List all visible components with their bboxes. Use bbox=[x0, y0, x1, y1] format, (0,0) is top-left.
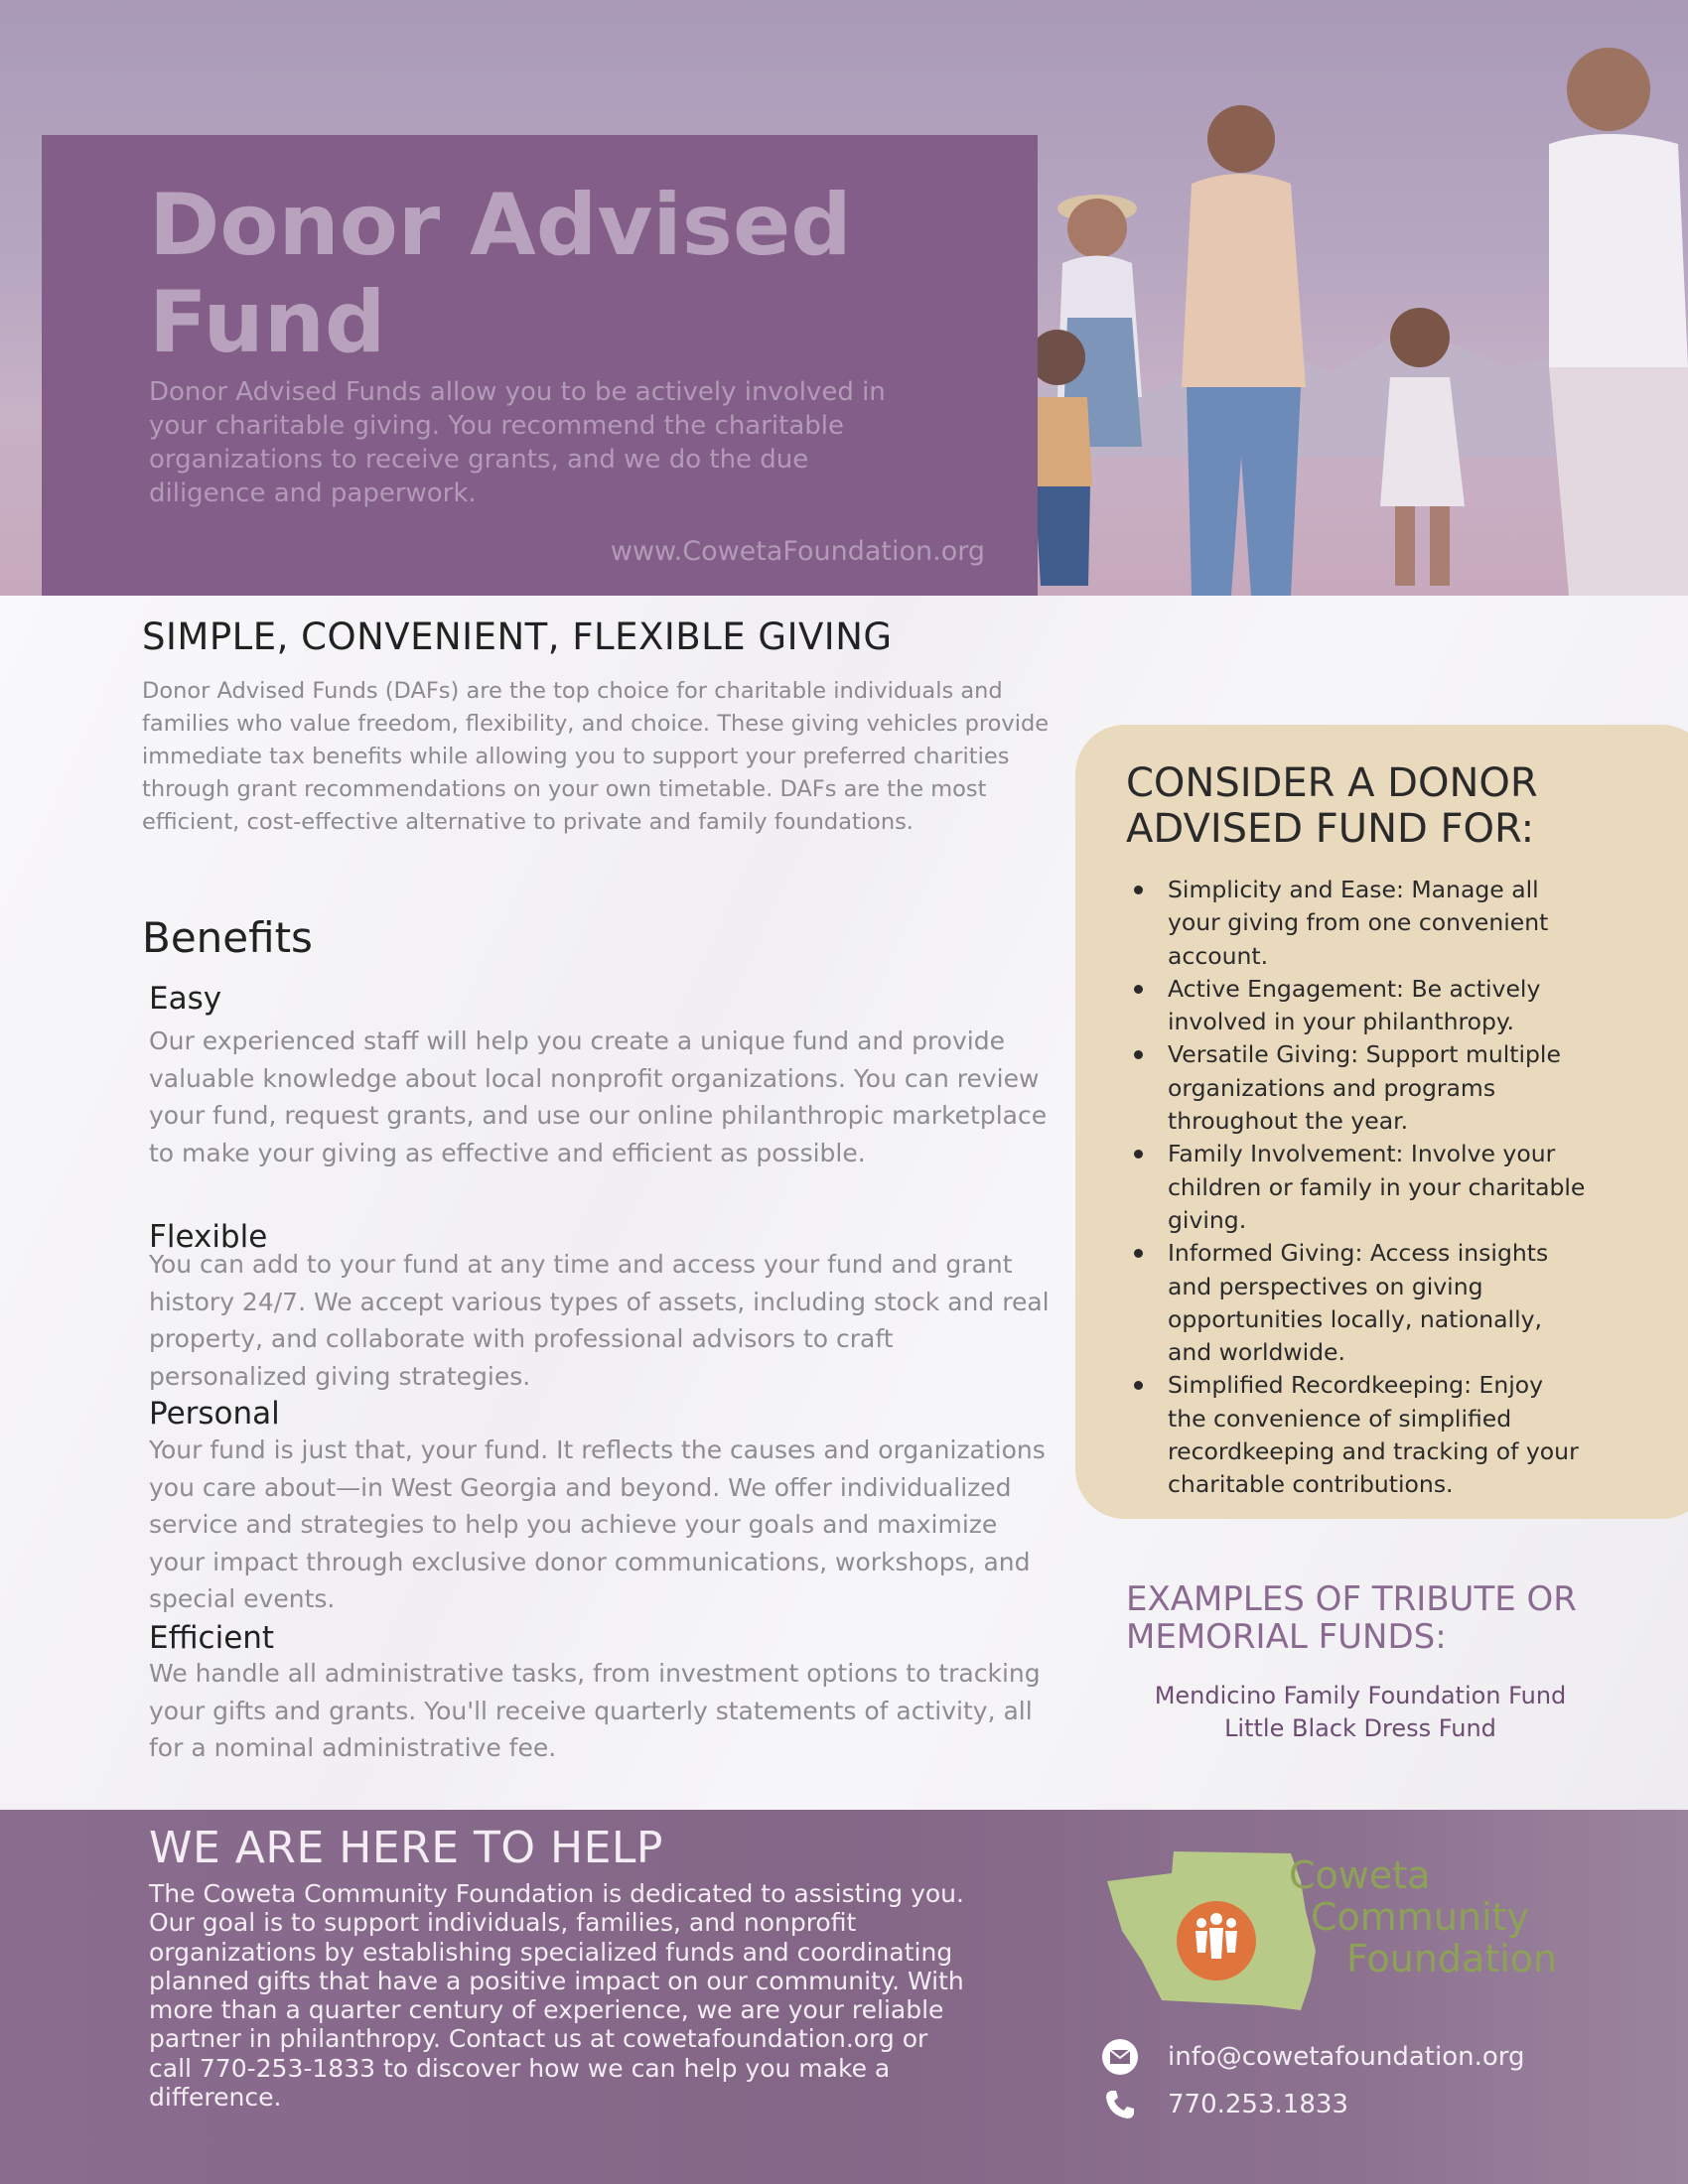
benefit-title-efficient: Efficient bbox=[149, 1620, 275, 1656]
benefit-text-efficient: We handle all administrative tasks, from investment options to tracking your gifts and grants. You'll receive quarterly statements of activity, all for a nominal administrative fee. bbox=[149, 1659, 1041, 1762]
help-heading: WE ARE HERE TO HELP bbox=[149, 1823, 663, 1873]
consider-heading: CONSIDER A DONOR ADVISED FUND FOR: bbox=[1126, 760, 1538, 852]
list-item: Informed Giving: Access insights and perspectives on giving opportunities locally, nationally, and worldwide. bbox=[1132, 1237, 1589, 1369]
list-item: Family Involvement: Involve your children or family in your charitable giving. bbox=[1132, 1138, 1589, 1237]
list-item: Active Engagement: Be actively involved in your philanthropy. bbox=[1132, 973, 1589, 1039]
email-link[interactable]: info@cowetafoundation.org bbox=[1168, 2042, 1525, 2072]
example-fund: Mendicino Family Foundation Fund bbox=[1154, 1682, 1567, 1709]
bullet-icon bbox=[1134, 1050, 1143, 1059]
page-title: Donor Advised Fund bbox=[149, 176, 852, 372]
benefit-text-flexible: You can add to your fund at any time and access your fund and grant history 24/7. We accept various types of assets, including stock and real property, and collaborate with professional advisors to craft personalized giving strategies. bbox=[149, 1250, 1050, 1391]
examples-heading: EXAMPLES OF TRIBUTE OR MEMORIAL FUNDS: bbox=[1126, 1579, 1577, 1657]
example-fund: Little Black Dress Fund bbox=[1224, 1714, 1496, 1742]
list-item: Versatile Giving: Support multiple organizations and programs throughout the year. bbox=[1132, 1038, 1589, 1138]
bullet-icon bbox=[1134, 985, 1143, 994]
benefits-heading: Benefits bbox=[142, 913, 313, 962]
simple-heading: SIMPLE, CONVENIENT, FLEXIBLE GIVING bbox=[142, 615, 893, 658]
benefit-text-easy: Our experienced staff will help you create a unique fund and provide valuable knowledge about local nonprofit organizations. You can review your fund, request grants, and use our online philanthropic marketplace to make your giving as effective and efficient as possible. bbox=[149, 1026, 1048, 1167]
phone-row[interactable] bbox=[1100, 2085, 1348, 2124]
benefit-title-flexible: Flexible bbox=[149, 1219, 268, 1255]
intro-text: Donor Advised Funds allow you to be actively involved in your charitable giving. You recommend the charitable organizations to receive grants, and we do the due diligence and paperwork. bbox=[149, 377, 886, 508]
website-link[interactable]: www.CowetaFoundation.org bbox=[610, 536, 985, 567]
benefit-title-personal: Personal bbox=[149, 1396, 280, 1432]
examples-list bbox=[1082, 1680, 1638, 1745]
consider-list bbox=[1132, 874, 1589, 1502]
family-photo bbox=[993, 30, 1688, 596]
benefit-text-personal: Your fund is just that, your fund. It reflects the causes and organizations you care about—in West Georgia and beyond. We offer individualized service and strategies to help you achieve your goals and maximize your impact through exclusive donor communications, workshops, and special events. bbox=[149, 1435, 1046, 1613]
envelope-icon bbox=[1100, 2037, 1140, 2077]
phone-icon bbox=[1100, 2085, 1140, 2124]
simple-text: Donor Advised Funds (DAFs) are the top choice for charitable individuals and families who value freedom, flexibility, and choice. These giving vehicles provide immediate tax benefits while allowing you to support your preferred charities through grant recommendations on your own timetable. DAFs are the most efficient, cost-effective alternative to private and family foundations. bbox=[142, 678, 1050, 835]
bullet-icon bbox=[1134, 886, 1143, 894]
bullet-icon bbox=[1134, 1150, 1143, 1159]
list-item: Simplicity and Ease: Manage all your giving from one convenient account. bbox=[1132, 874, 1589, 973]
phone-number[interactable]: 770.253.1833 bbox=[1168, 2090, 1348, 2119]
bullet-icon bbox=[1134, 1381, 1143, 1390]
help-text: The Coweta Community Foundation is dedicated to assisting you. Our goal is to support individuals, families, and nonprofit organizations by establishing specialized funds and coordinating planned gifts that have a positive impact on our community. With more than a quarter century of experience, we are your reliable partner in philanthropy. Contact us at cowetafoundation.org or call 770-253-1833 to discover how we can help you make a difference. bbox=[149, 1879, 964, 2113]
benefit-title-easy: Easy bbox=[149, 981, 222, 1017]
email-row[interactable] bbox=[1100, 2037, 1525, 2077]
bullet-icon bbox=[1134, 1249, 1143, 1258]
logo-wordmark: Coweta Community Foundation bbox=[1289, 1853, 1558, 1980]
list-item: Simplified Recordkeeping: Enjoy the convenience of simplified recordkeeping and tracking of your charitable contributions. bbox=[1132, 1369, 1589, 1501]
